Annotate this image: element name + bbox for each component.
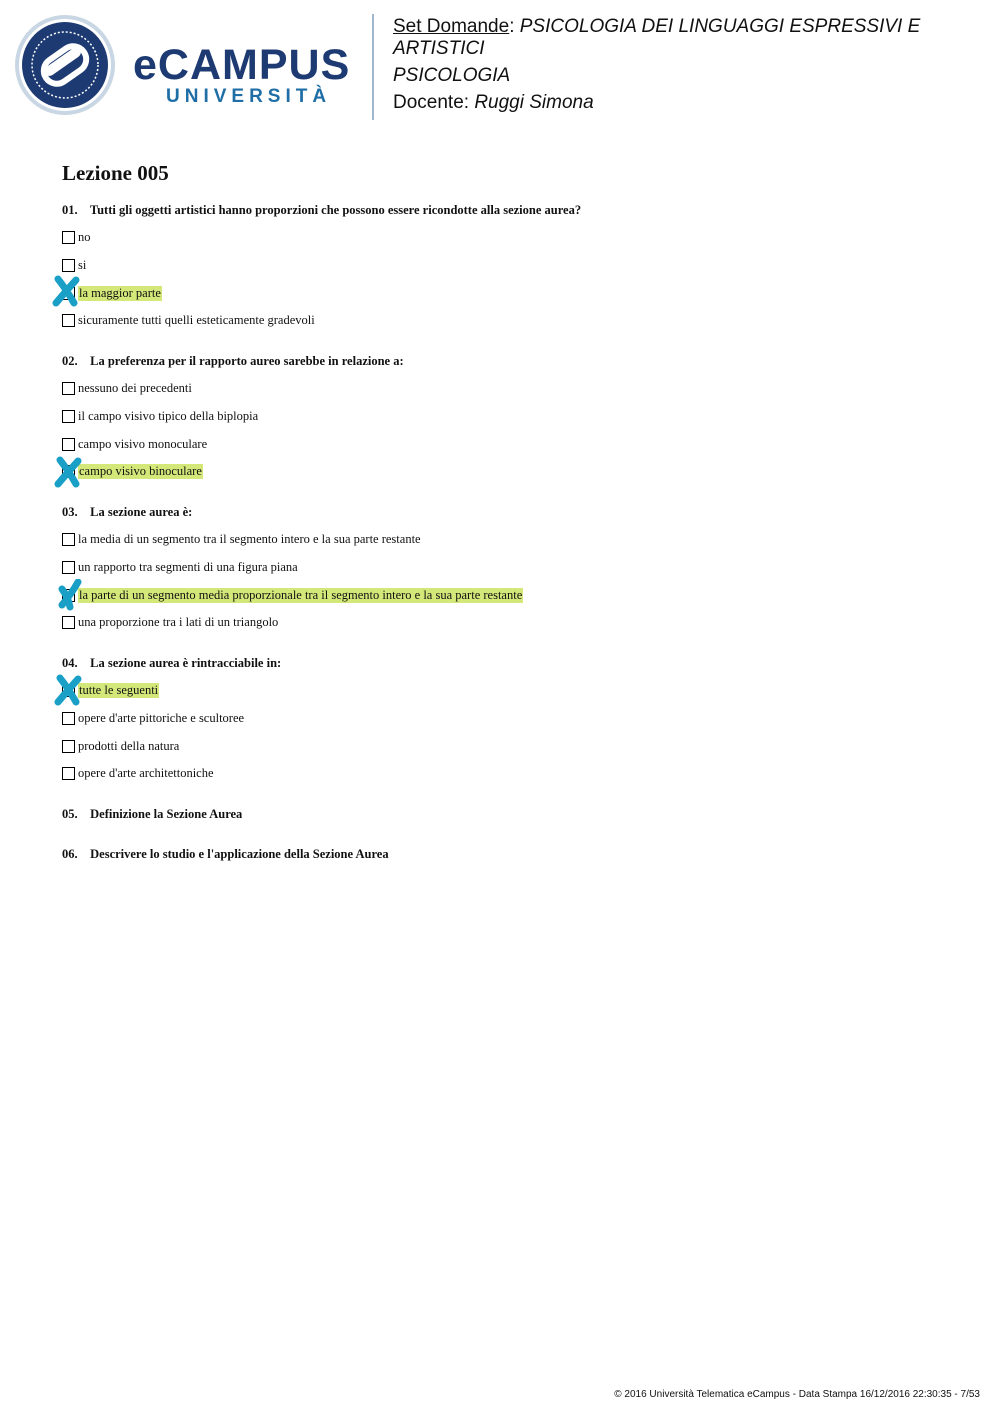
checkbox[interactable] xyxy=(62,382,75,395)
answer-cross-icon xyxy=(56,579,84,611)
option[interactable]: la media di un segmento tra il segmento intero e la sua parte restante xyxy=(62,531,421,547)
option[interactable]: sicuramente tutti quelli esteticamente gradevoli xyxy=(62,312,315,328)
question-01: 01. Tutti gli oggetti artistici hanno proporzioni che possono essere ricondotte alla sezione aurea? xyxy=(62,203,582,217)
checkbox[interactable] xyxy=(62,438,75,451)
checkbox[interactable] xyxy=(62,410,75,423)
checkbox[interactable] xyxy=(62,561,75,574)
option-selected[interactable]: tutte le seguenti xyxy=(62,682,159,698)
footer-print-info: © 2016 Università Telematica eCampus - Data Stampa 16/12/2016 22:30:35 - 7/53 xyxy=(614,1389,980,1400)
checkbox[interactable] xyxy=(62,712,75,725)
answer-cross-icon xyxy=(54,456,82,488)
checkbox[interactable] xyxy=(62,767,75,780)
set-title-line1: Set Domande: PSICOLOGIA DEI LINGUAGGI ESPRESSIVI E xyxy=(393,16,921,37)
question-04: 04. La sezione aurea è rintracciabile in: xyxy=(62,656,282,670)
teacher xyxy=(393,92,594,114)
teacher-name: Ruggi Simona xyxy=(474,92,594,113)
option[interactable]: no xyxy=(62,229,91,245)
answer-cross-icon xyxy=(52,275,80,307)
lesson-title: Lezione 005 xyxy=(62,161,169,185)
set-title: PSICOLOGIA DEI LINGUAGGI ESPRESSIVI E xyxy=(519,16,921,37)
subject: PSICOLOGIA xyxy=(393,65,511,86)
checkbox[interactable] xyxy=(62,314,75,327)
option[interactable]: un rapporto tra segmenti di una figura piana xyxy=(62,559,298,575)
ecampus-seal-logo xyxy=(14,14,116,116)
option[interactable]: opere d'arte pittoriche e scultoree xyxy=(62,710,244,726)
brand-subtitle: UNIVERSITÀ xyxy=(166,86,332,107)
option[interactable]: nessuno dei precedenti xyxy=(62,380,192,396)
checkbox[interactable] xyxy=(62,616,75,629)
option[interactable]: una proporzione tra i lati di un triangolo xyxy=(62,614,278,630)
checkbox[interactable] xyxy=(62,740,75,753)
question-02: 02. La preferenza per il rapporto aureo sarebbe in relazione a: xyxy=(62,354,404,368)
option-selected[interactable]: campo visivo binoculare xyxy=(62,463,203,479)
teacher-label: Docente: xyxy=(393,92,470,113)
option-selected[interactable]: la parte di un segmento media proporzionale tra il segmento intero e la sua parte restante xyxy=(62,587,523,603)
checkbox[interactable] xyxy=(62,231,75,244)
set-title-line2: ARTISTICI xyxy=(393,38,485,59)
checkbox[interactable] xyxy=(62,533,75,546)
option[interactable]: opere d'arte architettoniche xyxy=(62,765,214,781)
brand-wordmark: eCAMPUS xyxy=(133,41,351,89)
option[interactable]: prodotti della natura xyxy=(62,738,179,754)
question-06: 06. Descrivere lo studio e l'applicazione della Sezione Aurea xyxy=(62,847,389,861)
answer-cross-icon xyxy=(54,674,82,706)
set-label: Set Domande xyxy=(393,16,510,37)
question-03: 03. La sezione aurea è: xyxy=(62,505,193,519)
option[interactable]: campo visivo monoculare xyxy=(62,436,207,452)
checkbox[interactable] xyxy=(62,259,75,272)
option-selected[interactable]: la maggior parte xyxy=(62,285,162,301)
question-05: 05. Definizione la Sezione Aurea xyxy=(62,807,243,821)
header-divider xyxy=(372,14,374,120)
option[interactable]: si xyxy=(62,257,86,273)
option[interactable]: il campo visivo tipico della biplopia xyxy=(62,408,258,424)
